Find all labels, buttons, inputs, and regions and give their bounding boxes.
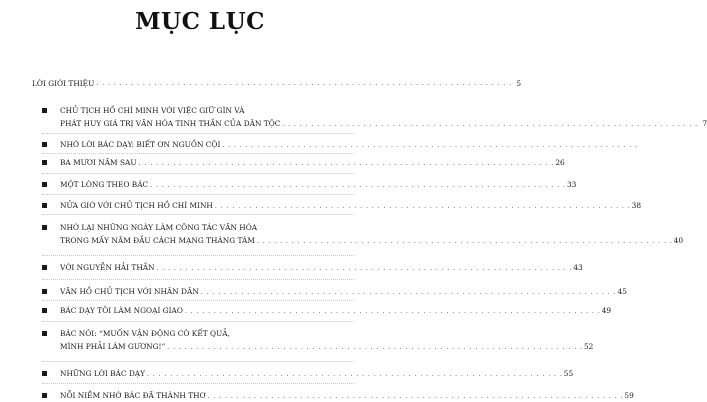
toc-entry[interactable] xyxy=(42,261,583,274)
toc-entry[interactable] xyxy=(42,367,574,380)
entry-divider xyxy=(42,255,354,256)
leader-dots: . . . . . . . . . . . . . . . . . . . . . . . . . . . . . . . . . . . . . . . . . . . . . . . . . . . . . . . . . . . . . . . . . . . . . . . . xyxy=(156,265,573,272)
leader-dots: . . . . . . . . . . . . . . . . . . . . . . . . . . . . . . . . . . . . . . . . . . . . . . . . . . . . . . . . . . . . . . . . . . . . . . . . xyxy=(150,182,566,189)
leader-dots: . . . . . . . . . . . . . . . . . . . . . . . . . . . . . . . . . . . . . . . . . . . . . . . . . . . . . . . . . . . . . . . . . . . . . . . . xyxy=(147,371,563,378)
toc-entry-title: MỘT LÒNG THEO BÁC xyxy=(60,180,149,189)
toc-entry[interactable] xyxy=(42,304,612,317)
toc-entry[interactable] xyxy=(42,285,627,298)
bullet-icon xyxy=(42,108,47,113)
entry-divider xyxy=(42,153,354,154)
toc-entry[interactable] xyxy=(42,389,634,402)
toc-entry-intro[interactable] xyxy=(32,79,522,89)
entry-divider xyxy=(42,279,354,280)
toc-entry-title: BÁC DẠY TÔI LÀM NGOẠI GIAO xyxy=(60,306,183,315)
toc-entry[interactable] xyxy=(42,138,639,151)
bullet-icon xyxy=(42,393,47,398)
page-title: MỤC LỤC xyxy=(135,8,265,35)
toc-entry[interactable] xyxy=(42,199,642,212)
toc-entry[interactable] xyxy=(42,156,565,169)
toc-entry[interactable] xyxy=(42,221,684,247)
toc-entry-title: CHỦ TỊCH HỒ CHÍ MINH VỚI VIỆC GIỮ GÌN VÀ xyxy=(60,106,245,115)
bullet-icon xyxy=(42,203,47,208)
leader-dots: . . . . . . . . . . . . . . . . . . . . . . . . . . . . . . . . . . . . . . . . . . . . . . . . . . . . . . . . . . . . . . . . . . . . . . . . xyxy=(200,289,617,296)
entry-divider xyxy=(42,383,354,384)
toc-page-number: 5 xyxy=(516,79,522,88)
toc-entry[interactable] xyxy=(42,327,594,353)
leader-dots: . . . . . . . . . . . . . . . . . . . . . . . . . . . . . . . . . . . . . . . . . . . . . . . . . . . . . . . . . . . . . . . . . . . . . . . . xyxy=(222,142,639,149)
toc-page-number: 40 xyxy=(673,236,684,245)
bullet-icon xyxy=(42,308,47,313)
bullet-icon xyxy=(42,289,47,294)
leader-dots: . . . . . . . . . . . . . . . . . . . . . . . . . . . . . . . . . . . . . . . . . . . . . . . . . . . . . . . . . . . . . . . . . . . . . . . . xyxy=(167,344,583,351)
toc-entry-title: BA MƯƠI NĂM SAU xyxy=(60,158,137,167)
toc-page-number: 38 xyxy=(631,201,642,210)
entry-divider xyxy=(42,194,354,195)
toc-entry-title: NHỚ LẠI NHỮNG NGÀY LÀM CÔNG TÁC VĂN HÓA xyxy=(60,223,258,232)
entry-divider xyxy=(42,133,354,134)
toc-entry-title: BÁC NÓI: “MUỐN VẬN ĐỘNG CÓ KẾT QUẢ, xyxy=(60,329,230,338)
leader-dots: . . . . . . . . . . . . . . . . . . . . . . . . . . . . . . . . . . . . . . . . . . . . . . . . . . . . . . . . . . . . . . . . . . . . . . . . xyxy=(214,203,631,210)
toc-page-number: 52 xyxy=(583,342,594,351)
toc-page-number: 26 xyxy=(555,158,565,167)
toc-entry-title: PHÁT HUY GIÁ TRỊ VĂN HÓA TINH THẦN CỦA DÂN TỘC xyxy=(60,119,281,128)
entry-divider xyxy=(42,300,354,301)
toc-page-number: 43 xyxy=(573,263,583,272)
entry-divider xyxy=(42,214,354,215)
toc-entry-title: NỬA GIỜ VỚI CHỦ TỊCH HỒ CHÍ MINH xyxy=(60,201,213,210)
bullet-icon xyxy=(42,225,47,230)
bullet-icon xyxy=(42,371,47,376)
toc-page-number: 59 xyxy=(624,391,634,400)
toc-page-number: 45 xyxy=(617,287,627,296)
leader-dots: . . . . . . . . . . . . . . . . . . . . . . . . . . . . . . . . . . . . . . . . . . . . . . . . . . . . . . . . . . . . . . . . . . . . . . . . xyxy=(96,79,513,87)
toc-entry[interactable] xyxy=(42,178,577,191)
entry-divider xyxy=(42,361,354,362)
bullet-icon xyxy=(42,182,47,187)
leader-dots: . . . . . . . . . . . . . . . . . . . . . . . . . . . . . . . . . . . . . . . . . . . . . . . . . . . . . . . . . . . . . . . . . . . . . . . . xyxy=(256,238,673,245)
toc-entry-title: VỚI NGUYỄN HẢI THẦN xyxy=(60,263,155,272)
bullet-icon xyxy=(42,265,47,270)
toc-entry-title: VĂN HỒ CHỦ TỊCH VỚI NHÂN DÂN xyxy=(60,287,199,296)
toc-page-number: 55 xyxy=(563,369,574,378)
toc-entry-title: MÌNH PHẢI LÀM GƯƠNG!” xyxy=(60,342,166,351)
toc-page-number: 7 xyxy=(702,119,707,128)
toc-entry-title: NHỮNG LỜI BÁC DẠY xyxy=(60,369,146,378)
bullet-icon xyxy=(42,160,47,165)
toc-page-number: 33 xyxy=(566,180,577,189)
leader-dots: . . . . . . . . . . . . . . . . . . . . . . . . . . . . . . . . . . . . . . . . . . . . . . . . . . . . . . . . . . . . . . . . . . . . . . . . xyxy=(207,393,624,400)
toc-entry-title: NỖI NIỀM NHỚ BÁC ĐÃ THÀNH THƠ xyxy=(60,391,206,400)
entry-divider xyxy=(42,321,354,322)
leader-dots: . . . . . . . . . . . . . . . . . . . . . . . . . . . . . . . . . . . . . . . . . . . . . . . . . . . . . . . . . . . . . . . . . . . . . . . . xyxy=(184,308,601,315)
toc-entry[interactable] xyxy=(42,104,707,130)
leader-dots: . . . . . . . . . . . . . . . . . . . . . . . . . . . . . . . . . . . . . . . . . . . . . . . . . . . . . . . . . . . . . . . . . . . . . . . . xyxy=(282,121,699,128)
toc-page-number: 49 xyxy=(601,306,612,315)
toc-entry-title: TRONG MẤY NĂM ĐẦU CÁCH MẠNG THÁNG TÁM xyxy=(60,236,255,245)
toc-entry-title: NHỚ LỜI BÁC DẠY: BIẾT ƠN NGUỒN CỘI xyxy=(60,140,221,149)
entry-divider xyxy=(42,173,354,174)
bullet-icon xyxy=(42,142,47,147)
bullet-icon xyxy=(42,331,47,336)
toc-entry-title: LỜI GIỚI THIỆU xyxy=(32,79,95,88)
leader-dots: . . . . . . . . . . . . . . . . . . . . . . . . . . . . . . . . . . . . . . . . . . . . . . . . . . . . . . . . . . . . . . . . . . . . . . . . xyxy=(138,160,555,167)
